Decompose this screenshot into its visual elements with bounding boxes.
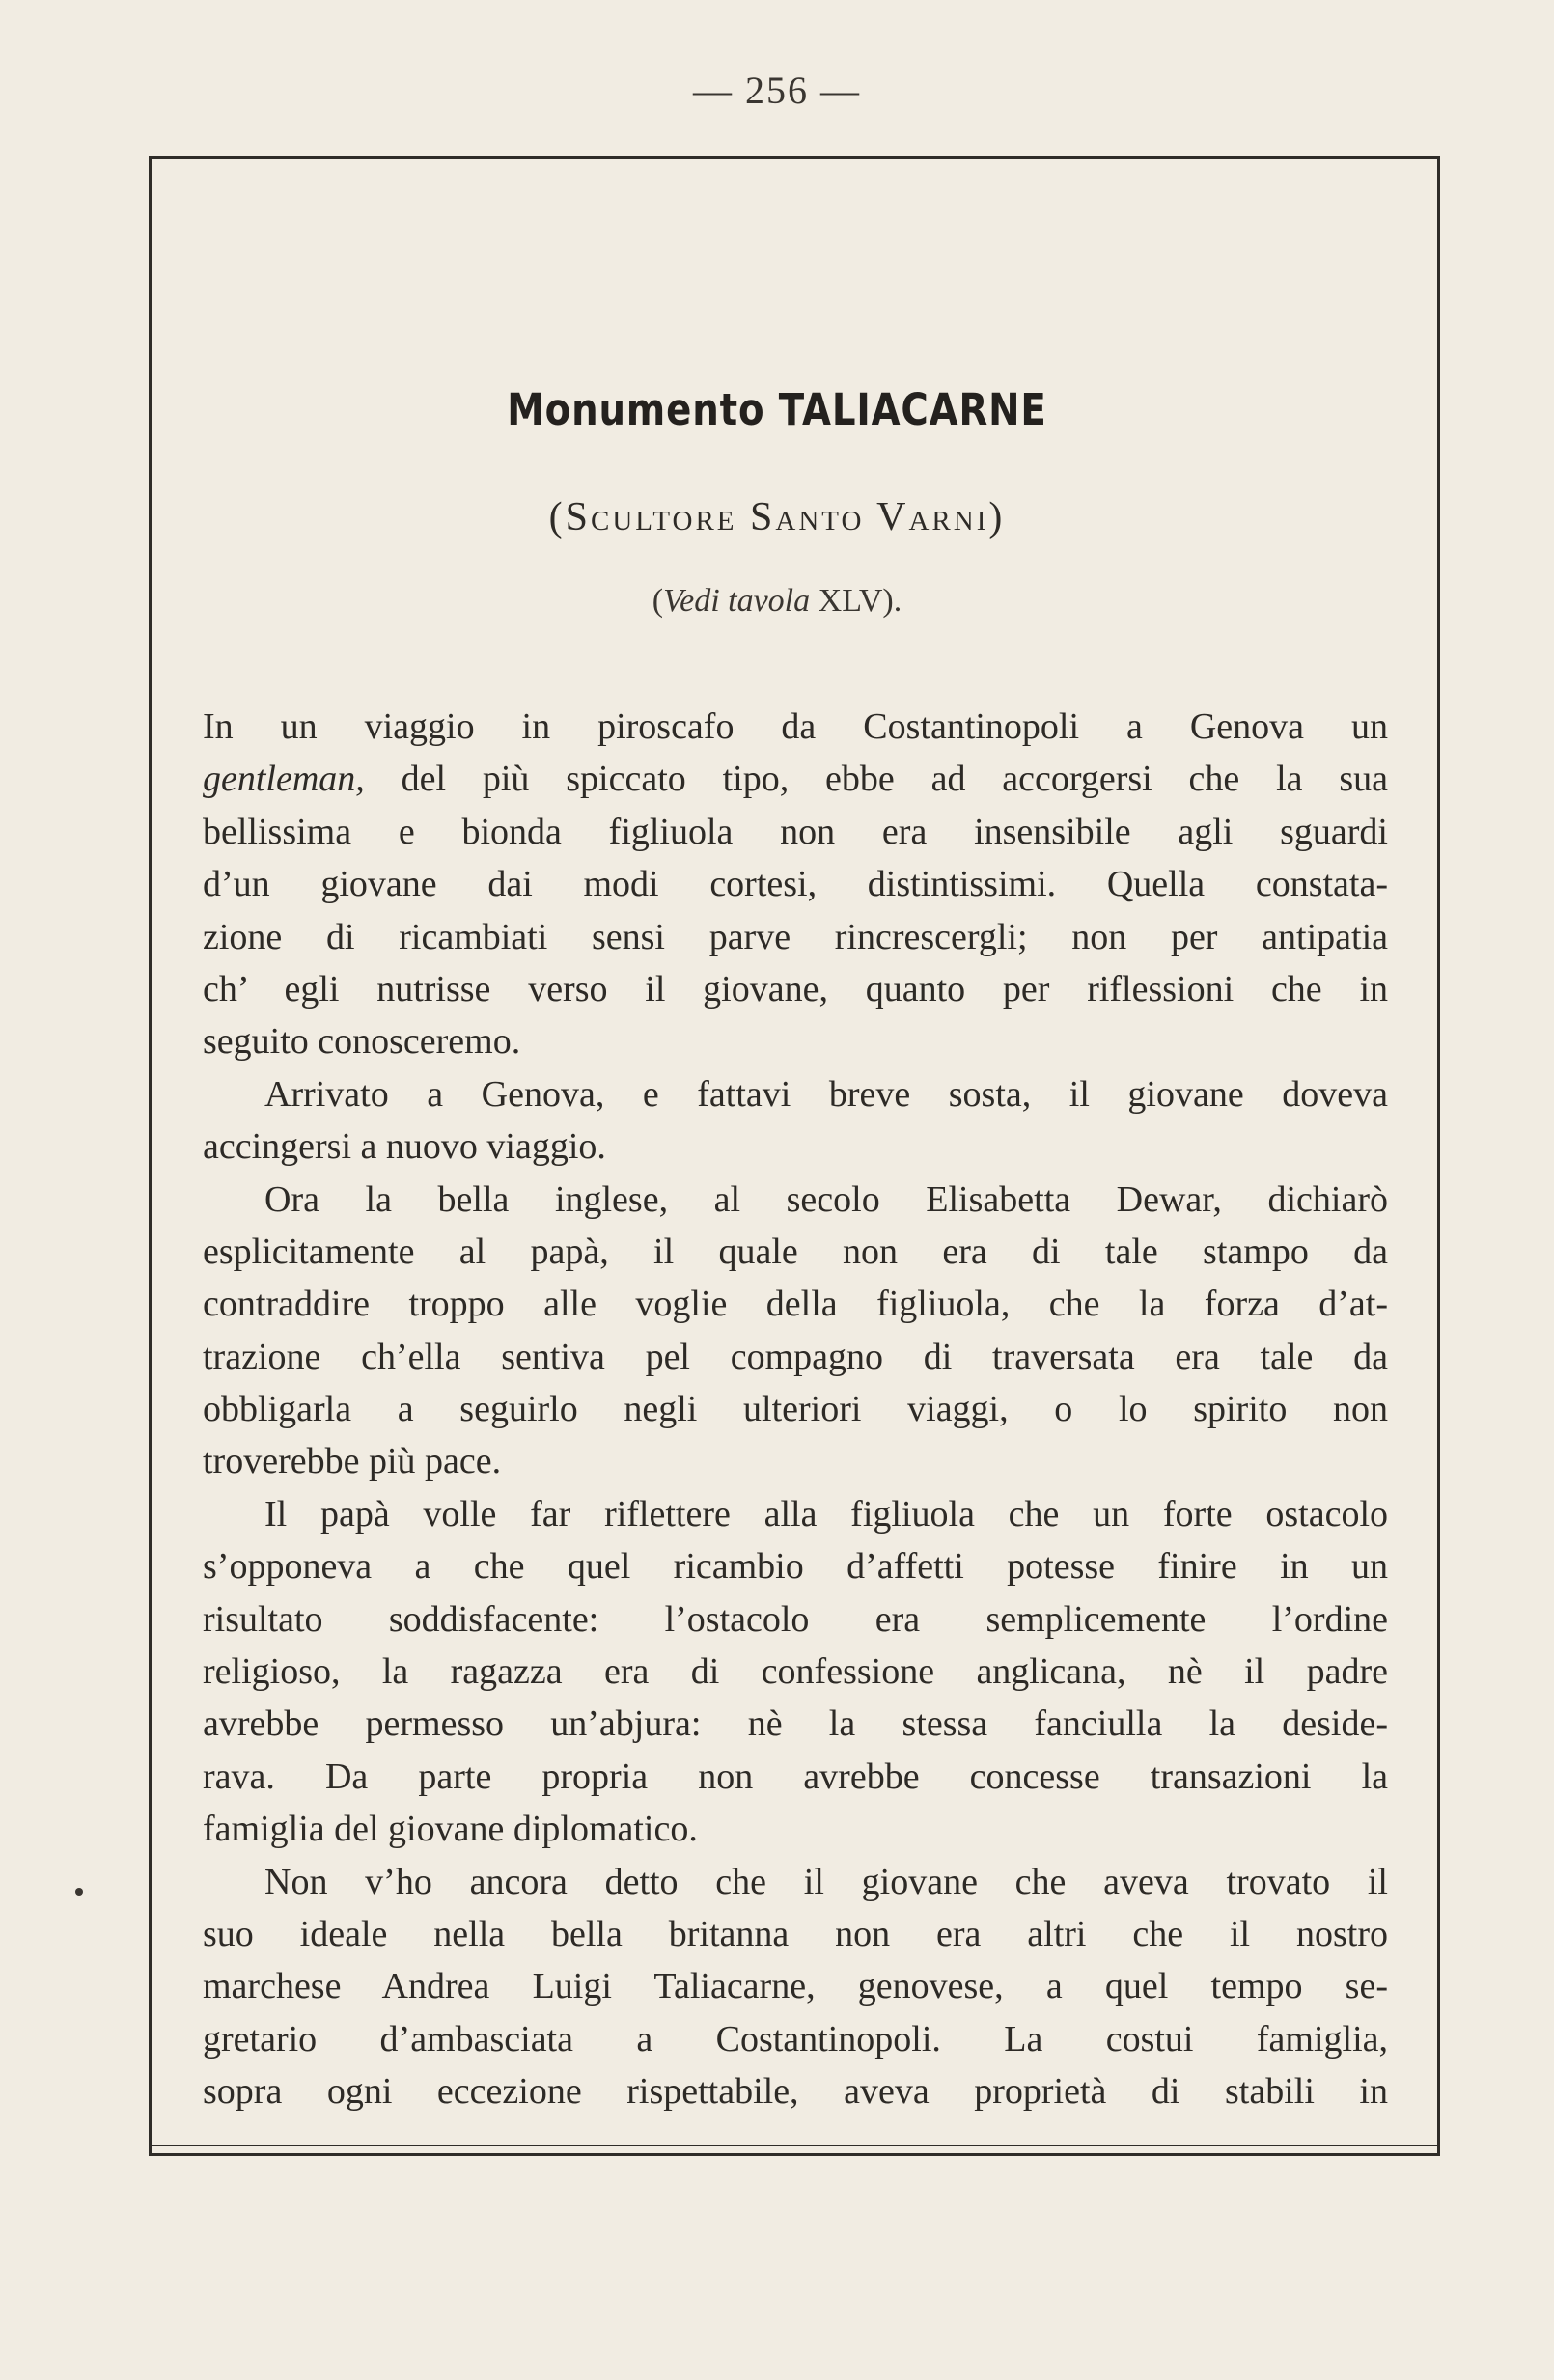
body-line: Ora la bella inglese, al secolo Elisabetta Dewar, dichiarò <box>264 1178 1388 1220</box>
body-line: troverebbe più pace. <box>203 1441 502 1482</box>
body-line: gretario d’ambasciata a Costantinopoli. La costui famiglia, <box>203 2018 1388 2060</box>
body-line: d’un giovane dai modi cortesi, distintissimi. Quella constata- <box>203 864 1388 905</box>
body-line: zione di ricambiati sensi parve rincrescergli; non per antipatia <box>203 916 1388 957</box>
body-line: accingersi a nuovo viaggio. <box>203 1126 606 1168</box>
body-line: trazione ch’ella sentiva pel compagno di traversata era tale da <box>203 1336 1388 1377</box>
body-line: suo ideale nella bella britanna non era altri che il nostro <box>203 1913 1388 1954</box>
body-line: marchese Andrea Luigi Taliacarne, genovese, a quel tempo se- <box>203 1966 1388 2007</box>
body-line-rest: del più spiccato tipo, ebbe ad accorgersi che la sua <box>364 759 1388 800</box>
body-line: contraddire troppo alle voglie della figliuola, che la forza d’at- <box>203 1284 1388 1325</box>
body-line: religioso, la ragazza era di confessione anglicana, nè il padre <box>203 1651 1388 1693</box>
body-line: risultato soddisfacente: l’ostacolo era semplicemente l’ordine <box>203 1598 1388 1640</box>
body-line: obbligarla a seguirlo negli ulteriori viaggi, o lo spirito non <box>203 1389 1388 1430</box>
body-line <box>203 753 1388 805</box>
sculptor-credit: (Scultore Santo Varni) <box>548 495 1006 540</box>
ref-italic: Vedi tavola <box>663 583 811 619</box>
frame-double-rule <box>149 2145 1440 2146</box>
margin-mark <box>75 1888 83 1896</box>
body-line: bellissima e bionda figliuola non era insensibile agli sguardi <box>203 811 1388 852</box>
body-line: seguito conosceremo. <box>203 1021 521 1063</box>
body-line: Non v’ho ancora detto che il giovane che aveva trovato il <box>264 1861 1388 1902</box>
plate-reference <box>0 583 1554 620</box>
body-line: sopra ogni eccezione rispettabile, aveva proprietà di stabili in <box>203 2071 1388 2113</box>
ref-open: ( <box>652 583 664 619</box>
body-line: Il papà volle far riflettere alla figliuola che un forte ostacolo <box>264 1493 1388 1535</box>
page-number: — 256 — <box>693 69 861 112</box>
body-line: s’opponeva a che quel ricambio d’affetti potesse finire in un <box>203 1546 1388 1588</box>
body-line: esplicitamente al papà, il quale non era di tale stampo da <box>203 1231 1388 1272</box>
body-line: ch’ egli nutrisse verso il giovane, quanto per riflessioni che in <box>203 968 1388 1010</box>
body-line: rava. Da parte propria non avrebbe concesse transazioni la <box>203 1756 1388 1797</box>
body-text <box>203 701 1388 2118</box>
body-line: In un viaggio in piroscafo da Costantinopoli a Genova un <box>203 706 1388 747</box>
ref-rest: XLV). <box>810 583 902 619</box>
body-line: Arrivato a Genova, e fattavi breve sosta, il giovane doveva <box>264 1073 1388 1115</box>
section-title: Monumento TALIACARNE <box>507 384 1047 435</box>
body-line: famiglia del giovane diplomatico. <box>203 1809 698 1850</box>
italic-word: gentleman, <box>203 759 365 800</box>
body-line: avrebbe permesso un’abjura: nè la stessa fanciulla la deside- <box>203 1703 1388 1745</box>
